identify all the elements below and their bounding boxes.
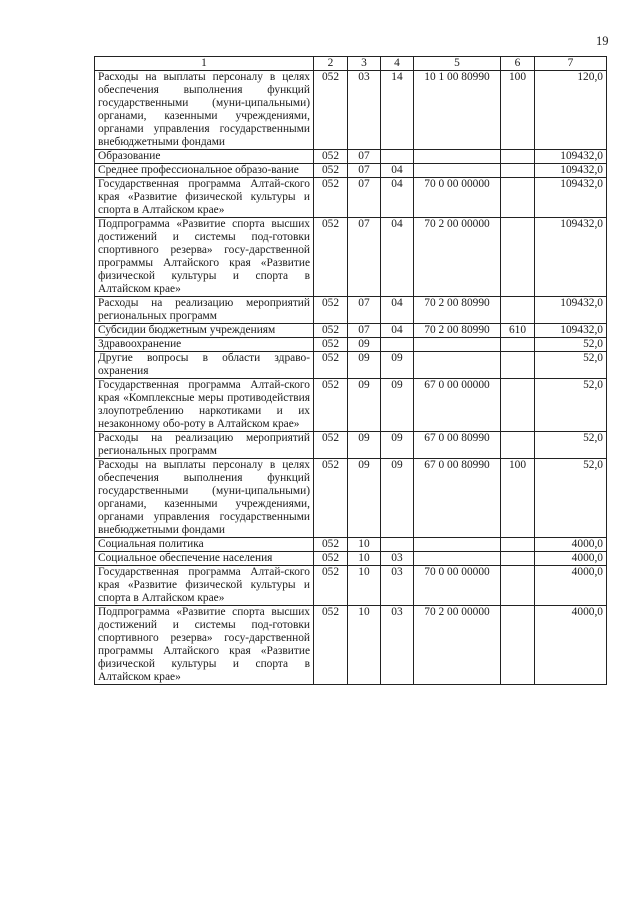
subsection-code-cell: 03 [381, 606, 414, 685]
subsection-code-cell: 09 [381, 459, 414, 538]
amount-cell: 109432,0 [535, 324, 607, 338]
item-name-cell: Расходы на реализацию мероприятий региональных программ [95, 297, 314, 324]
column-header: 2 [314, 57, 348, 71]
table-row [95, 297, 607, 324]
column-header: 1 [95, 57, 314, 71]
section-code-cell: 07 [348, 150, 381, 164]
amount-cell: 109432,0 [535, 150, 607, 164]
item-name-cell: Среднее профессиональное образо-вание [95, 164, 314, 178]
expense-type-cell [501, 538, 535, 552]
subsection-code-cell: 03 [381, 566, 414, 606]
ministry-code-cell: 052 [314, 606, 348, 685]
ministry-code-cell: 052 [314, 566, 348, 606]
ministry-code-cell: 052 [314, 150, 348, 164]
subsection-code-cell [381, 338, 414, 352]
expense-type-cell [501, 297, 535, 324]
table-row [95, 150, 607, 164]
ministry-code-cell: 052 [314, 552, 348, 566]
column-header: 6 [501, 57, 535, 71]
ministry-code-cell: 052 [314, 338, 348, 352]
ministry-code-cell: 052 [314, 379, 348, 432]
subsection-code-cell: 09 [381, 432, 414, 459]
item-name-cell: Здравоохранение [95, 338, 314, 352]
table-row [95, 178, 607, 218]
expense-type-cell [501, 352, 535, 379]
subsection-code-cell: 04 [381, 178, 414, 218]
table-row [95, 538, 607, 552]
target-article-cell [414, 164, 501, 178]
ministry-code-cell: 052 [314, 178, 348, 218]
section-code-cell: 10 [348, 606, 381, 685]
amount-cell: 4000,0 [535, 566, 607, 606]
amount-cell: 4000,0 [535, 538, 607, 552]
expense-type-cell [501, 164, 535, 178]
amount-cell: 52,0 [535, 459, 607, 538]
table-row [95, 218, 607, 297]
target-article-cell: 70 2 00 80990 [414, 324, 501, 338]
table-row [95, 71, 607, 150]
amount-cell: 52,0 [535, 432, 607, 459]
table-header [95, 57, 607, 71]
target-article-cell: 67 0 00 80990 [414, 459, 501, 538]
subsection-code-cell: 04 [381, 218, 414, 297]
ministry-code-cell: 052 [314, 297, 348, 324]
item-name-cell: Государственная программа Алтай-ского края «Развитие физической культуры и спорта в Алтайском крае» [95, 178, 314, 218]
target-article-cell [414, 338, 501, 352]
section-code-cell: 07 [348, 218, 381, 297]
expense-type-cell [501, 379, 535, 432]
section-code-cell: 07 [348, 324, 381, 338]
table-body [95, 71, 607, 685]
amount-cell: 109432,0 [535, 218, 607, 297]
column-header: 7 [535, 57, 607, 71]
amount-cell: 52,0 [535, 379, 607, 432]
item-name-cell: Социальное обеспечение населения [95, 552, 314, 566]
table-row [95, 606, 607, 685]
target-article-cell [414, 538, 501, 552]
section-code-cell: 07 [348, 164, 381, 178]
target-article-cell: 70 2 00 00000 [414, 606, 501, 685]
item-name-cell: Расходы на выплаты персоналу в целях обеспечения выполнения функций государственными (муни-ципальными) органами, казенными учреждениями, органами управления государственными внебюджетными фондами [95, 71, 314, 150]
target-article-cell [414, 552, 501, 566]
section-code-cell: 09 [348, 352, 381, 379]
expense-type-cell: 610 [501, 324, 535, 338]
amount-cell: 4000,0 [535, 606, 607, 685]
subsection-code-cell: 14 [381, 71, 414, 150]
section-code-cell: 10 [348, 552, 381, 566]
expense-type-cell [501, 552, 535, 566]
item-name-cell: Государственная программа Алтай-ского края «Развитие физической культуры и спорта в Алтайском крае» [95, 566, 314, 606]
ministry-code-cell: 052 [314, 164, 348, 178]
subsection-code-cell: 04 [381, 324, 414, 338]
section-code-cell: 09 [348, 459, 381, 538]
amount-cell: 109432,0 [535, 164, 607, 178]
item-name-cell: Социальная политика [95, 538, 314, 552]
target-article-cell: 70 2 00 00000 [414, 218, 501, 297]
expense-type-cell [501, 150, 535, 164]
subsection-code-cell: 04 [381, 297, 414, 324]
expense-type-cell [501, 178, 535, 218]
item-name-cell: Расходы на выплаты персоналу в целях обеспечения выполнения функций государственными (муни-ципальными) органами, казенными учреждениями, органами управления государственными внебюджетными фондами [95, 459, 314, 538]
item-name-cell: Субсидии бюджетным учреждениям [95, 324, 314, 338]
ministry-code-cell: 052 [314, 538, 348, 552]
table-row [95, 566, 607, 606]
table-row [95, 324, 607, 338]
amount-cell: 109432,0 [535, 297, 607, 324]
column-header: 5 [414, 57, 501, 71]
target-article-cell: 70 0 00 00000 [414, 178, 501, 218]
ministry-code-cell: 052 [314, 459, 348, 538]
expense-type-cell: 100 [501, 71, 535, 150]
section-code-cell: 07 [348, 178, 381, 218]
target-article-cell: 70 2 00 80990 [414, 297, 501, 324]
target-article-cell: 67 0 00 80990 [414, 432, 501, 459]
item-name-cell: Государственная программа Алтай-ского края «Комплексные меры противодействия злоупотреблению наркотиками и их незаконному обо-роту в Алтайском крае» [95, 379, 314, 432]
item-name-cell: Образование [95, 150, 314, 164]
subsection-code-cell: 09 [381, 379, 414, 432]
table-row [95, 352, 607, 379]
amount-cell: 109432,0 [535, 178, 607, 218]
subsection-code-cell: 03 [381, 552, 414, 566]
amount-cell: 120,0 [535, 71, 607, 150]
ministry-code-cell: 052 [314, 218, 348, 297]
subsection-code-cell [381, 538, 414, 552]
expense-type-cell [501, 606, 535, 685]
expense-type-cell [501, 566, 535, 606]
table-row [95, 338, 607, 352]
table-row [95, 552, 607, 566]
item-name-cell: Расходы на реализацию мероприятий региональных программ [95, 432, 314, 459]
amount-cell: 4000,0 [535, 552, 607, 566]
item-name-cell: Подпрограмма «Развитие спорта высших достижений и системы под-готовки спортивного резерва» госу-дарственной программы Алтайского края «Развитие физической культуры и спорта в Алтайском крае» [95, 606, 314, 685]
section-code-cell: 10 [348, 538, 381, 552]
item-name-cell: Другие вопросы в области здраво-охранения [95, 352, 314, 379]
subsection-code-cell [381, 150, 414, 164]
table-row [95, 432, 607, 459]
section-code-cell: 09 [348, 379, 381, 432]
section-code-cell: 10 [348, 566, 381, 606]
section-code-cell: 09 [348, 432, 381, 459]
column-header: 4 [381, 57, 414, 71]
item-name-cell: Подпрограмма «Развитие спорта высших достижений и системы под-готовки спортивного резерва» госу-дарственной программы Алтайского края «Развитие физической культуры и спорта в Алтайском крае» [95, 218, 314, 297]
table-row [95, 164, 607, 178]
target-article-cell: 10 1 00 80990 [414, 71, 501, 150]
ministry-code-cell: 052 [314, 432, 348, 459]
ministry-code-cell: 052 [314, 324, 348, 338]
amount-cell: 52,0 [535, 352, 607, 379]
section-code-cell: 07 [348, 297, 381, 324]
expense-type-cell [501, 338, 535, 352]
expense-type-cell [501, 218, 535, 297]
expense-type-cell [501, 432, 535, 459]
subsection-code-cell: 09 [381, 352, 414, 379]
budget-table [94, 56, 607, 685]
section-code-cell: 03 [348, 71, 381, 150]
ministry-code-cell: 052 [314, 71, 348, 150]
target-article-cell [414, 150, 501, 164]
expense-type-cell: 100 [501, 459, 535, 538]
table-row [95, 379, 607, 432]
section-code-cell: 09 [348, 338, 381, 352]
table-row [95, 459, 607, 538]
page-number: 19 [596, 34, 609, 48]
column-header: 3 [348, 57, 381, 71]
subsection-code-cell: 04 [381, 164, 414, 178]
amount-cell: 52,0 [535, 338, 607, 352]
target-article-cell: 67 0 00 00000 [414, 379, 501, 432]
target-article-cell: 70 0 00 00000 [414, 566, 501, 606]
ministry-code-cell: 052 [314, 352, 348, 379]
target-article-cell [414, 352, 501, 379]
